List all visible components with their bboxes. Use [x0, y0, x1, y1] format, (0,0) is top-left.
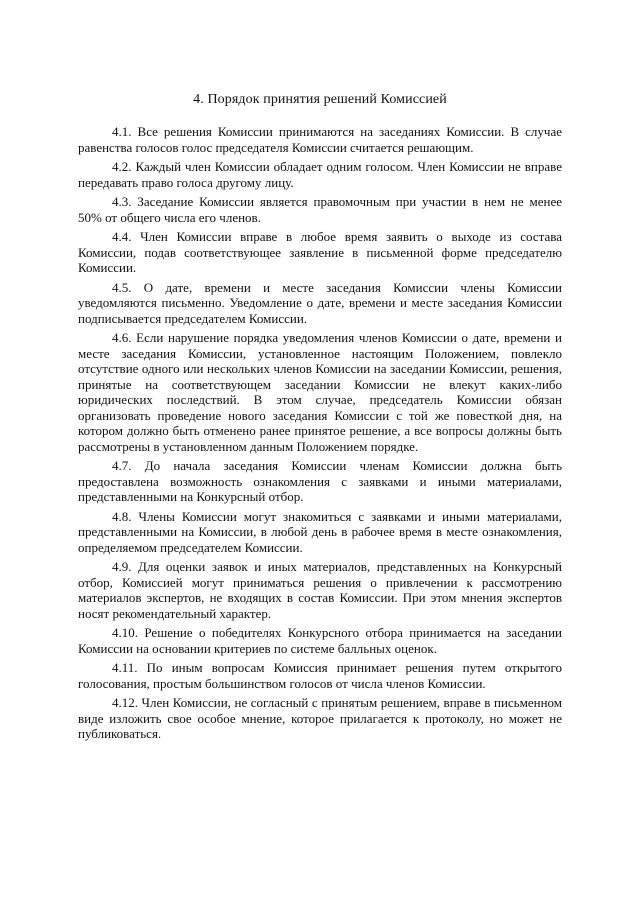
- clause-4-6: 4.6. Если нарушение порядка уведомления членов Комиссии о дате, времени и месте заседания Комиссии, установленное настоящим Положением, повлекло отсутствие одного или нескольких членов Комиссии на заседании Комиссии, решения, принятые на соответствующем заседании Комиссии не влекут каких-либо юридических последствий. В этом случае, председатель Комиссии обязан организовать проведение нового заседания Комиссии с той же повесткой дня, на котором должно быть отменено ранее принятое решение, а все вопросы должны быть рассмотрены в установленном данным Положением порядке.: [78, 330, 562, 454]
- clause-4-4: 4.4. Член Комиссии вправе в любое время заявить о выходе из состава Комиссии, подав соответствующее заявление в письменной форме председателю Комиссии.: [78, 229, 562, 275]
- section-title: 4. Порядок принятия решений Комиссией: [193, 92, 447, 107]
- clause-4-7: 4.7. До начала заседания Комиссии членам Комиссии должна быть предоставлена возможность ознакомления с заявками и иными материалами, представленными на Конкурсный отбор.: [78, 458, 562, 504]
- clause-4-9: 4.9. Для оценки заявок и иных материалов, представленных на Конкурсный отбор, Комиссией могут приниматься решения о привлечении к рассмотрению материалов экспертов, не входящих в состав Комиссии. При этом мнения экспертов носят рекомендательный характер.: [78, 559, 562, 621]
- section-body: [78, 124, 562, 746]
- clause-4-1: 4.1. Все решения Комиссии принимаются на заседаниях Комиссии. В случае равенства голосов голос председателя Комиссии считается решающим.: [78, 124, 562, 155]
- clause-4-8: 4.8. Члены Комиссии могут знакомиться с заявками и иными материалами, представленными на Комиссии, в любой день в рабочее время в месте ознакомления, определяемом председателем Комиссии.: [78, 508, 562, 555]
- clause-4-3: 4.3. Заседание Комиссии является правомочным при участии в нем не менее 50% от общего числа его членов.: [78, 194, 562, 225]
- clause-4-10: 4.10. Решение о победителях Конкурсного отбора принимается на заседании Комиссии на основании критериев по системе балльных оценок.: [78, 625, 562, 656]
- clause-4-11: 4.11. По иным вопросам Комиссия принимает решения путем открытого голосования, простым большинством голосов от числа членов Комиссии.: [78, 660, 562, 691]
- clause-4-5: 4.5. О дате, времени и месте заседания Комиссии члены Комиссии уведомляются письменно. Уведомление о дате, времени и месте заседания Комиссии подписывается председателем Комиссии.: [78, 279, 562, 326]
- clause-4-12: 4.12. Член Комиссии, не согласный с принятым решением, вправе в письменном виде изложить свое особое мнение, которое прилагается к протоколу, но может не публиковаться.: [78, 695, 562, 741]
- clause-4-2: 4.2. Каждый член Комиссии обладает одним голосом. Член Комиссии не вправе передавать право голоса другому лицу.: [78, 159, 562, 190]
